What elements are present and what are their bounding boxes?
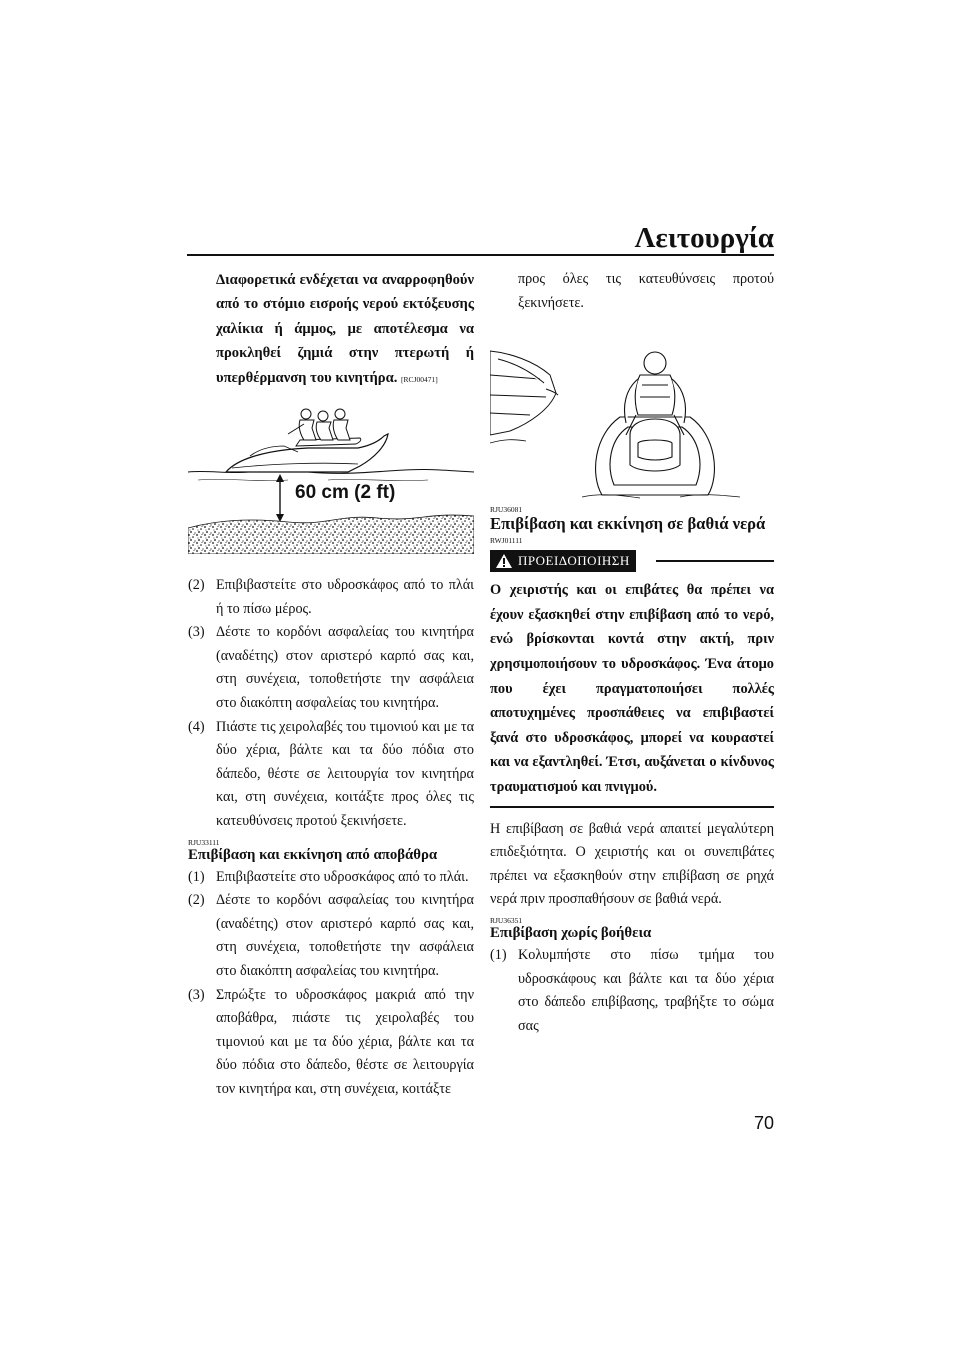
subsection-code: RJU36351 [490,915,523,925]
watercraft-depth-illustration [188,406,474,554]
list-item: (4) Πιάστε τις χειρολαβές του τιμονιού και με τα δύο χέρια, βάλτε και τα δύο πόδια στο δάπεδο, θέστε σε λειτουργία τον κινητήρα και, στη συνέχεια, κοιτάξτε προς όλες τις κατευθύνσεις προτού ξεκινήσετε. [188,718,474,829]
warning-triangle-icon [495,553,513,569]
section-heading: Επιβίβαση και εκκίνηση από αποβάθρα [188,846,438,863]
continuation-text: προς όλες τις κατευθύνσεις προτού ξεκινήσετε. [518,271,774,311]
warning-label: ΠΡΟΕΙΔΟΠΟΙΗΣΗ [518,553,630,569]
list-item: (2) Επιβιβαστείτε στο υδροσκάφος από το πλάι ή το πίσω μέρος. [188,577,474,617]
notice-text: Διαφορετικά ενδέχεται να αναρροφηθούν από το στόμιο εισροής νερού εκτόξευσης χαλίκια ή άμμος, με αποτέλεσμα να προκληθεί ζημιά στην πτερωτή ή υπερθέρμανση του κινητήρα. [RCJ00471] [216,272,474,386]
body-paragraph: Η επιβίβαση σε βαθιά νερά απαιτεί μεγαλύτερη επιδεξιότητα. Ο χειριστής και οι συνεπιβάτες πρέπει να εξασκηθούν στην επιβίβαση σε ρηχά νερά πριν προσπαθήσουν σε βαθιά νερά. [490,820,774,908]
section-heading: Επιβίβαση και εκκίνηση σε βαθιά νερά [490,514,766,534]
depth-label: 60 cm (2 ft) [292,482,398,504]
page-header-title: Λειτουργία [634,222,774,254]
header-rule [187,254,774,256]
warning-header [490,550,774,572]
warning-code: RWJ01111 [490,536,523,546]
list-item: (3) Δέστε το κορδόνι ασφαλείας του κινητήρα (αναδέτης) στον αριστερό καρπό σας και, στη συνέχεια, τοποθετήστε την ασφάλεια στο διακόπτη ασφαλείας του κινητήρα. [188,624,474,711]
list-item: (3) Σπρώξτε το υδροσκάφος μακριά από την αποβάθρα, πιάστε τις χειρολαβές του τιμονιού και με τα δύο χέρια, βάλτε και τα δύο πόδια στο δάπεδο, θέστε σε λειτουργία τον κινητήρα και, στη συνέχεια, κοιτάξτε [188,986,474,1097]
warning-rule [656,560,774,562]
steps-list-b [188,866,474,1102]
left-column [188,268,474,1102]
section-code: RJU36081 [490,505,523,515]
shallow-water-figure [188,406,472,554]
section-code: RJU33111 [188,837,220,847]
deep-water-figure [490,335,774,501]
list-item: (2) Δέστε το κορδόνι ασφαλείας του κινητήρα (αναδέτης) στον αριστερό καρπό σας και, στη συνέχεια, τοποθετήστε την ασφάλεια στο διακόπτη ασφαλείας του κινητήρα. [188,892,474,979]
steps-list-a [188,574,474,834]
list-item: (1) Κολυμπήστε στο πίσω τμήμα του υδροσκάφους και βάλτε και τα δύο χέρια στο δάπεδο επιβίβασης, τραβήξτε το σώμα σας [490,946,774,1034]
steps-list-c [490,944,774,1038]
warning-badge [490,550,636,572]
notice-code: [RCJ00471] [401,374,438,384]
subsection-heading: Επιβίβαση χωρίς βοήθεια [490,924,652,941]
warning-bottom-rule [490,806,774,808]
right-column [490,268,774,1038]
warning-text: Ο χειριστής και οι επιβάτες θα πρέπει να έχουν εξασκηθεί στην επιβίβαση από το νερό, ενώ βρίσκονται κοντά στην ακτή, πριν χρησιμοποιήσουν το υδροσκάφος. Ένα άτομο που έχει πραγματοποιήσει πολλές αποτυχημένες προσπάθειες να επιβιβαστεί ξανά στο υδροσκάφος, μπορεί να κουραστεί και να εξαντληθεί. Έτσι, αυξάνεται ο κίνδυνος τραυματισμού και πνιγμού. [490,582,774,795]
page-number: 70 [753,1113,774,1133]
rider-from-behind-illustration [490,335,774,501]
list-item: (1) Επιβιβαστείτε στο υδροσκάφος από το πλάι. [188,868,469,885]
